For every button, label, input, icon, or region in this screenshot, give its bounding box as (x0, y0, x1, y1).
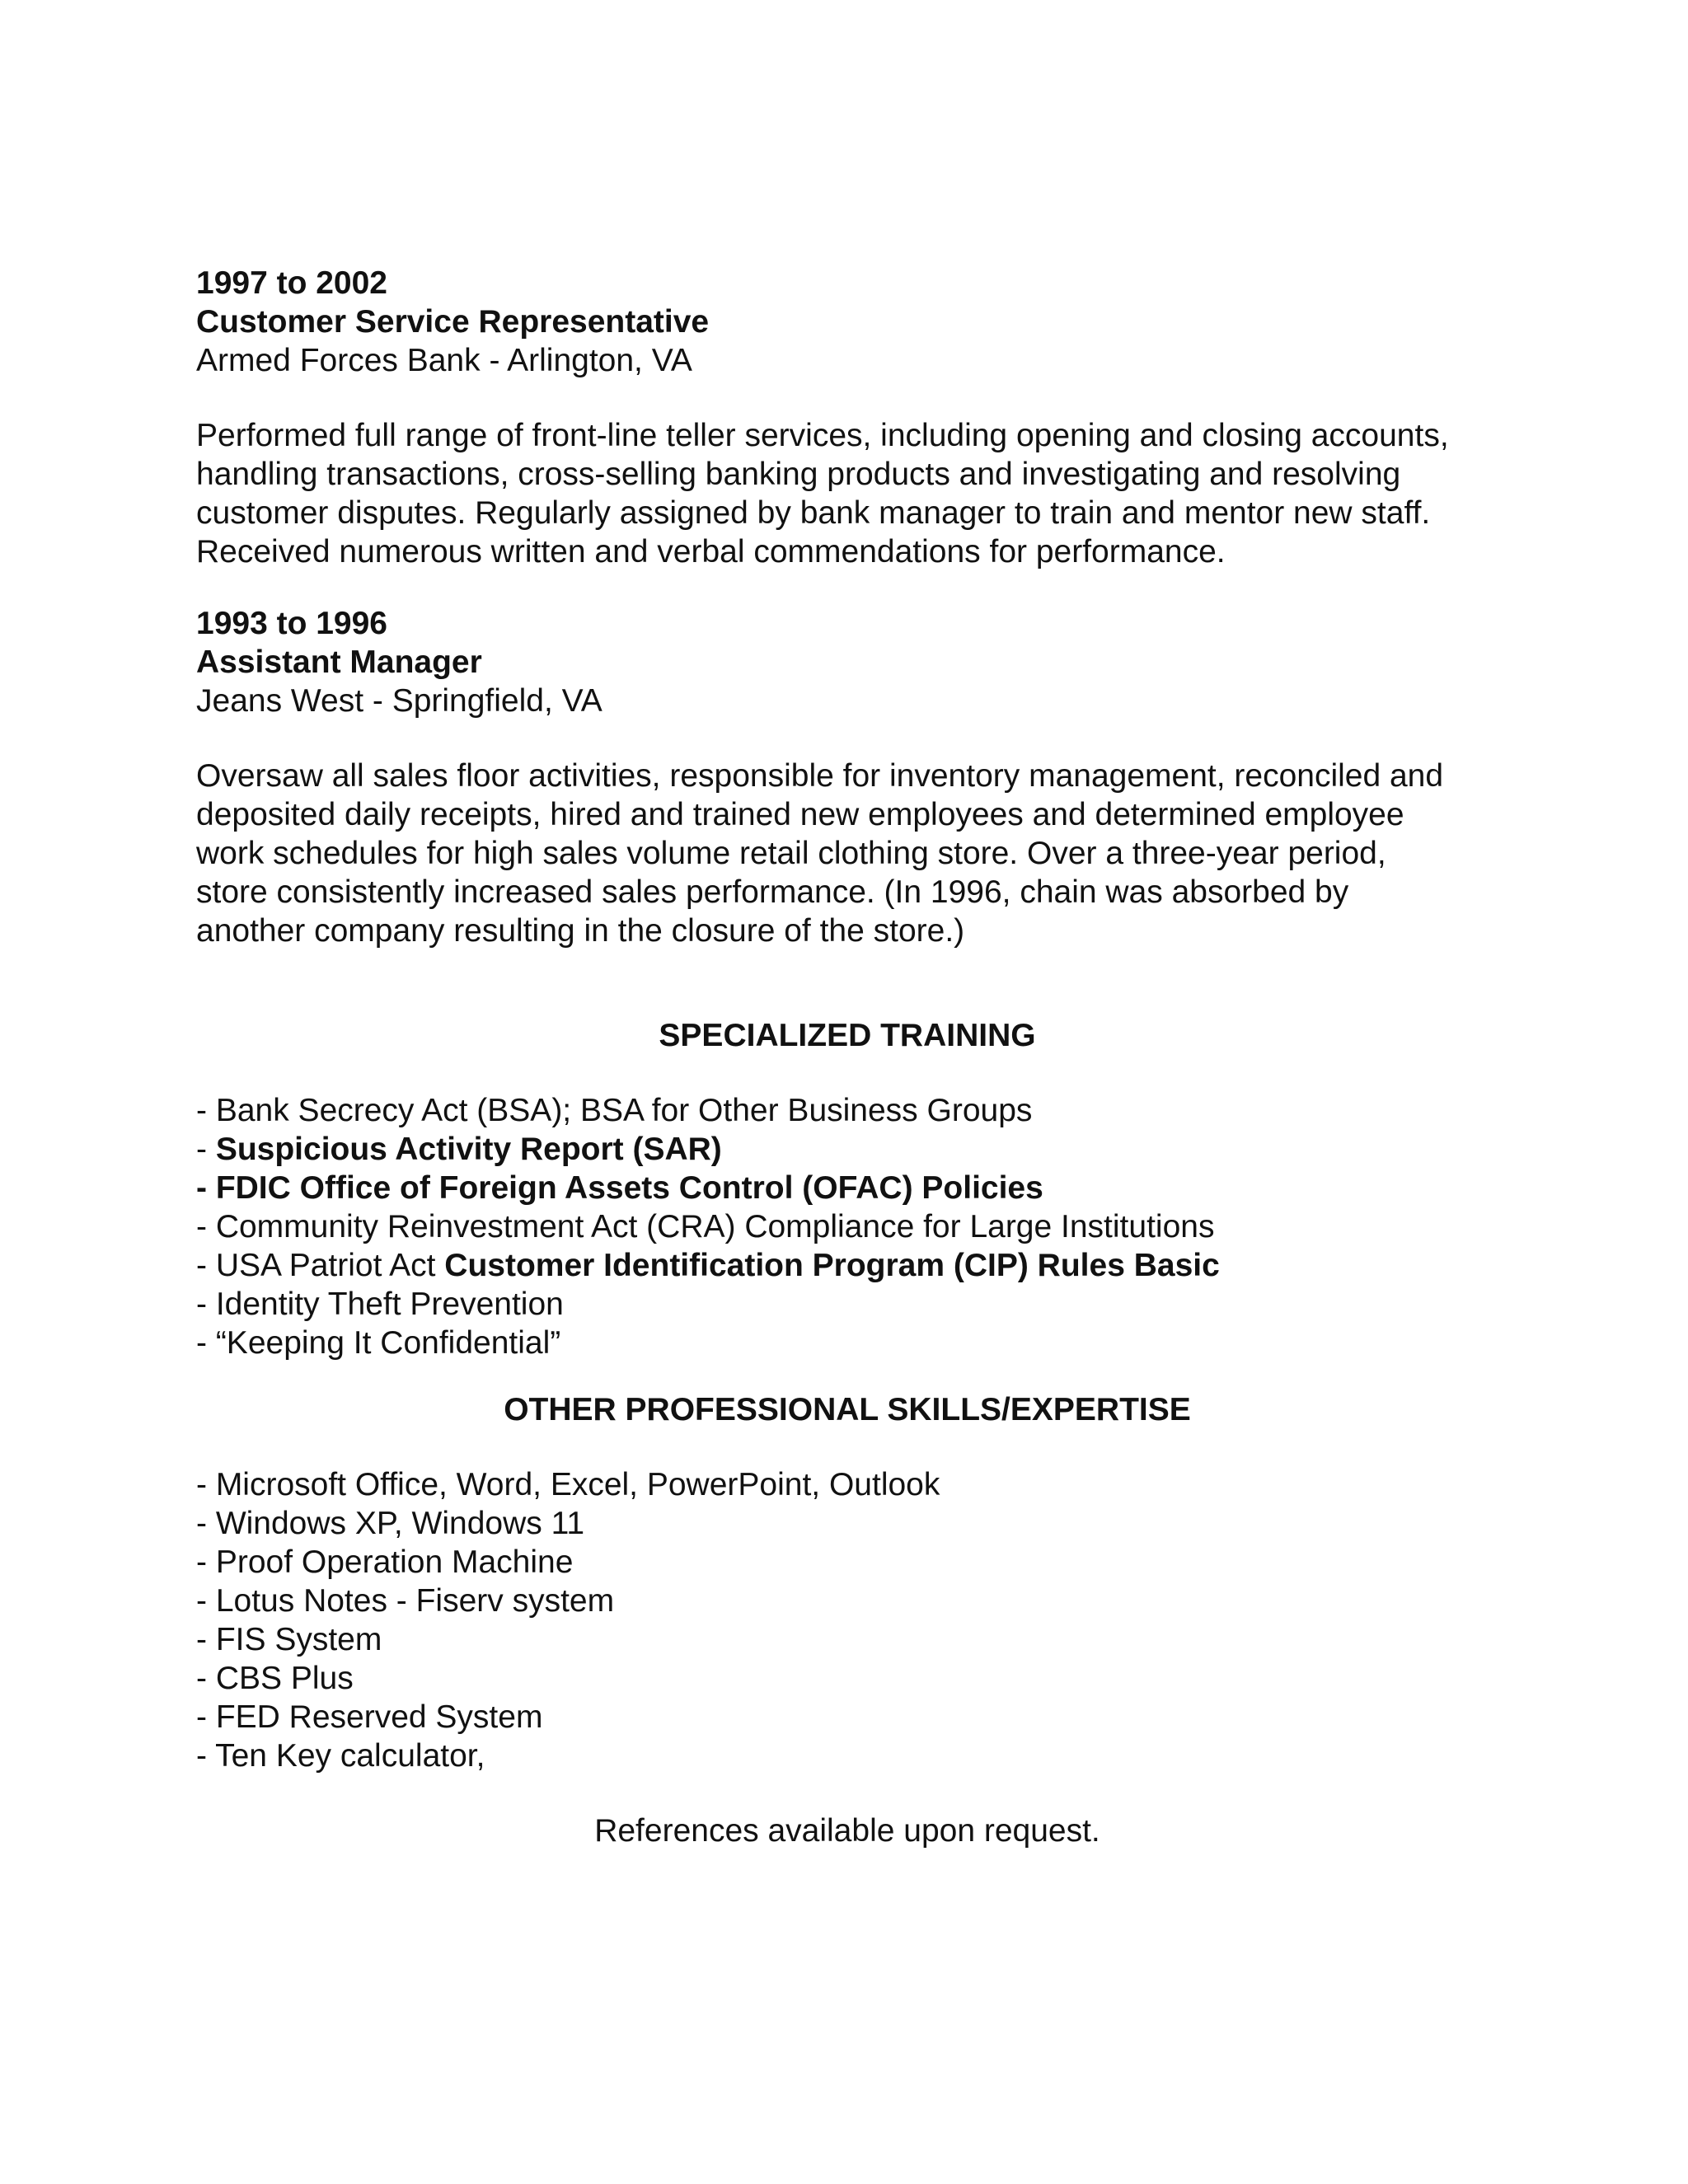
description-line: Performed full range of front-line teller services, including opening and closing accounts, (196, 418, 1449, 453)
skill-item: - Ten Key calculator, (196, 1738, 485, 1774)
training-item: - Community Reinvestment Act (CRA) Compliance for Large Institutions (196, 1209, 1215, 1244)
skill-item: - Microsoft Office, Word, Excel, PowerPoint, Outlook (196, 1467, 940, 1502)
training-item: - USA Patriot Act Customer Identification Program (CIP) Rules Basic (196, 1248, 1220, 1283)
job-description (196, 416, 1498, 571)
description-line: Received numerous written and verbal commendations for performance. (196, 534, 1226, 569)
job-description (196, 757, 1498, 950)
description-line: handling transactions, cross-selling banking products and investigating and resolving (196, 457, 1401, 492)
description-line: work schedules for high sales volume retail clothing store. Over a three-year period, (196, 836, 1386, 871)
skills-list (196, 1465, 1498, 1775)
training-list (196, 1091, 1498, 1362)
description-line: customer disputes. Regularly assigned by bank manager to train and mentor new staff. (196, 495, 1431, 531)
training-item: - “Keeping It Confidential” (196, 1325, 561, 1361)
job-employer: Jeans West - Springfield, VA (196, 683, 603, 719)
job-years: 1997 to 2002 (196, 265, 388, 301)
skill-item: - FIS System (196, 1622, 382, 1657)
description-line: deposited daily receipts, hired and trained new employees and determined employee (196, 797, 1404, 832)
skill-item: - Windows XP, Windows 11 (196, 1506, 585, 1541)
training-heading: SPECIALIZED TRAINING (659, 1018, 1036, 1053)
skills-heading: OTHER PROFESSIONAL SKILLS/EXPERTISE (504, 1392, 1191, 1427)
description-line: store consistently increased sales performance. (In 1996, chain was absorbed by (196, 874, 1349, 910)
skill-item: - FED Reserved System (196, 1699, 543, 1735)
job-entry-1 (196, 264, 1498, 571)
training-item: - FDIC Office of Foreign Assets Control (OFAC) Policies (196, 1170, 1043, 1206)
job-employer: Armed Forces Bank - Arlington, VA (196, 343, 692, 378)
job-title: Assistant Manager (196, 644, 482, 680)
skill-item: - CBS Plus (196, 1661, 354, 1696)
description-line: another company resulting in the closure of the store.) (196, 913, 965, 949)
training-item: - Bank Secrecy Act (BSA); BSA for Other Business Groups (196, 1093, 1033, 1128)
description-line: Oversaw all sales floor activities, responsible for inventory management, reconciled and (196, 758, 1444, 794)
job-title: Customer Service Representative (196, 304, 710, 340)
job-years: 1993 to 1996 (196, 606, 388, 641)
skill-item: - Lotus Notes - Fiserv system (196, 1583, 615, 1619)
job-entry-2 (196, 604, 1498, 950)
resume-content (196, 264, 1498, 1850)
skill-item: - Proof Operation Machine (196, 1544, 574, 1580)
training-item: - Suspicious Activity Report (SAR) (196, 1132, 722, 1167)
references-note: References available upon request. (594, 1813, 1100, 1849)
training-item: - Identity Theft Prevention (196, 1286, 564, 1322)
